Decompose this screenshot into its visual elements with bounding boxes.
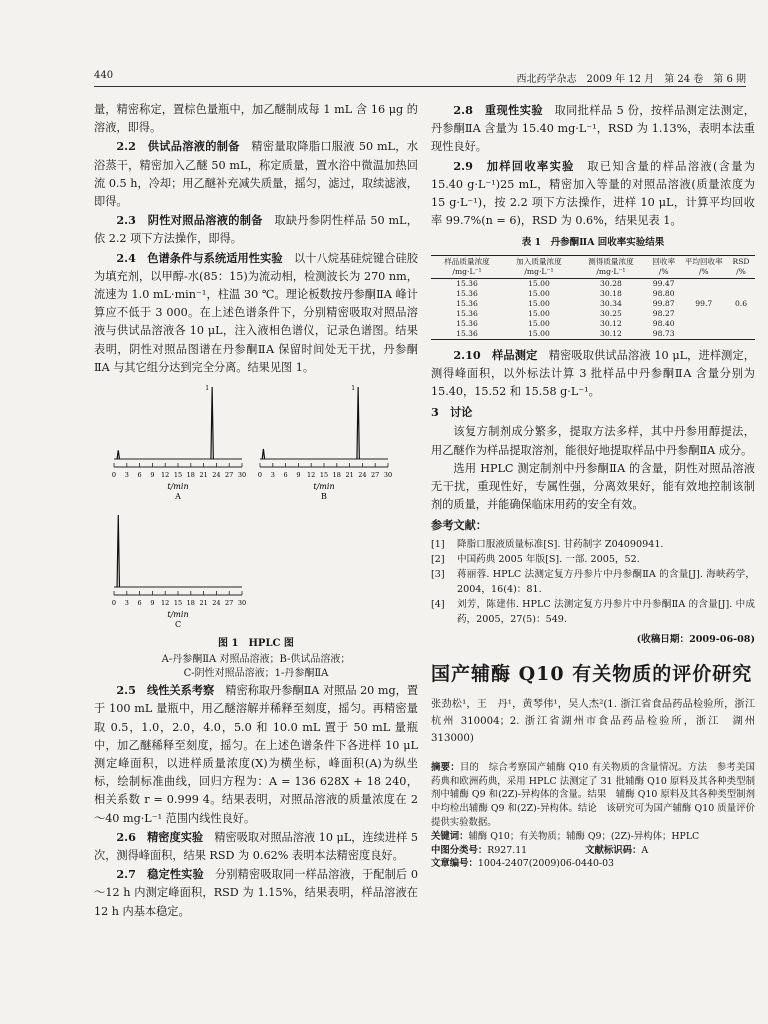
x-tick-label: 0	[111, 471, 117, 480]
peak	[211, 387, 213, 459]
x-tick-label: 30	[237, 471, 247, 480]
authors: 张劲松¹，王 丹¹，黄琴伟¹，吴人杰²(1. 浙江省食品药品检验所，浙江 杭州 310004；2. 浙江省湖州市食品药品检验所，浙江 湖州 313000)	[431, 698, 766, 744]
table-cell: 30.25	[600, 308, 622, 318]
classification	[431, 844, 755, 858]
x-tick-label: 30	[383, 471, 393, 480]
x-tick-label: 3	[124, 471, 129, 480]
table-cell	[727, 329, 755, 340]
reference-item	[431, 597, 755, 627]
article-number-label: 文章编号：	[431, 858, 478, 870]
doc-code-label: 文献标识码：	[585, 844, 642, 856]
reference-text: 蒋丽蓉. HPLC 法测定复方丹参片中丹参酮ⅡA 的含量[J]. 海峡药学，2004，16(4)：81.	[457, 568, 755, 595]
abstract-text: 目的 综合考察国产辅酶 Q10 有关物质的含量情况。方法 参考美国药典和欧洲药典，采用 HPLC 法测定了 31 批辅酶 Q10 原料及其各种类型制剂中辅酶 Q9 和(2Z)-异构体的含量。结果 辅酶 Q10 原料及其各种类型制剂中均检出辅酶 Q9 和(2Z)-异构体。结论 该研究可为国产辅酶 Q10 质量评价提供实验数据。	[431, 761, 755, 829]
received-date: (收稿日期：2009-06-08)	[636, 633, 755, 645]
x-tick-label: 24	[212, 471, 221, 480]
table-row	[431, 319, 755, 329]
table-cell	[727, 289, 755, 299]
keywords-label: 关键词：	[431, 830, 469, 842]
x-axis-label: t/min	[313, 482, 335, 492]
table-title: 表 1 丹参酮ⅡA 回收率实验结果	[521, 237, 665, 249]
table-cell: 99.7	[695, 298, 713, 308]
table-row	[431, 329, 755, 340]
article-number-value: 1004-2407(2009)06-0440-03	[477, 858, 615, 870]
paragraph: 量，精密称定，置棕色量瓶中，加乙醚制成每 1 mL 含 16 μg 的溶液，即得。	[94, 103, 418, 135]
table-cell: 30.12	[575, 329, 647, 340]
left-column	[94, 101, 418, 921]
chromatogram-c	[108, 509, 248, 633]
running-header	[94, 70, 746, 84]
table-cell: 15.00	[528, 278, 550, 288]
header-rule	[94, 86, 746, 87]
table-cell	[727, 278, 755, 289]
table-cell	[680, 289, 727, 299]
peak-label: 1	[205, 385, 210, 393]
section-body: 分别精密吸取同一样品溶液，于配制后 0～12 h 内测定峰面积，RSD 为 1.15%，结果表明，样品溶液在 12 h 内基本稳定。	[94, 868, 418, 918]
page-number: 440	[94, 70, 114, 81]
chromatogram-b	[254, 381, 394, 501]
section-heading: 2.8 重现性实验	[453, 103, 543, 117]
x-tick-label: 30	[237, 599, 247, 608]
peak	[262, 449, 264, 459]
figure-subcaption: C-阴性对照品溶液；1-丹参酮ⅡA	[183, 668, 329, 680]
section-heading: 2.3 阴性对照品溶液的制备	[116, 213, 263, 228]
table-cell: 15.00	[503, 329, 575, 340]
x-tick-label: 9	[150, 471, 155, 480]
reference-item	[431, 567, 755, 597]
keywords-text: 辅酶 Q10；有关物质；辅酶 Q9；(2Z)-异构体；HPLC	[468, 830, 700, 842]
x-tick-label: 27	[225, 471, 234, 480]
reference-text: 中国药典 2005 年版[S]. 一部. 2005，52.	[457, 553, 640, 565]
x-tick-label: 6	[283, 471, 288, 480]
table-row	[431, 299, 755, 309]
section-2-5	[94, 681, 418, 828]
x-tick-label: 6	[137, 599, 142, 608]
x-tick-label: 24	[358, 471, 367, 480]
x-tick-label: 15	[319, 471, 329, 480]
table-cell: 30.18	[600, 288, 622, 298]
figure-1	[94, 381, 418, 633]
table-cell: 15.36	[456, 298, 478, 308]
table-header-cell: 平均回收率 /%	[680, 255, 727, 278]
table-header-row	[431, 255, 755, 278]
discussion-paragraph: 选用 HPLC 测定制剂中丹参酮ⅡA 的含量，阴性对照品溶液无干扰，重现性好，专属性强，分离效果好，能有效地控制该制剂的质量，并能确保临床用药的安全有效。	[431, 461, 755, 512]
clc-label: 中图分类号：	[431, 844, 488, 856]
section-heading: 2.5 线性关系考察	[116, 683, 215, 698]
table-cell: 30.12	[600, 318, 622, 328]
x-tick-label: 18	[186, 599, 195, 608]
x-tick-label: 3	[270, 471, 275, 480]
table-body	[431, 278, 755, 339]
reference-text: 刘芳，陈建伟. HPLC 法测定复方丹参片中丹参酮ⅡA 的含量[J]. 中成药，2005，27(5)：549.	[457, 598, 755, 625]
peak-label: 1	[351, 385, 356, 393]
abstract	[431, 761, 755, 830]
peak	[117, 450, 119, 459]
table-cell: 98.73	[647, 329, 681, 340]
table-cell: 15.36	[456, 278, 478, 288]
x-tick-label: 27	[225, 599, 234, 608]
table-header-cell: RSD /%	[727, 255, 755, 278]
section-2-8	[431, 101, 755, 157]
panel-label: B	[321, 492, 327, 502]
table-cell: 15.36	[456, 308, 478, 318]
table-cell: 15.36	[456, 318, 478, 328]
table-cell	[727, 309, 755, 319]
x-tick-label: 21	[345, 471, 354, 480]
table-row	[431, 289, 755, 299]
x-tick-label: 24	[212, 599, 221, 608]
doc-code-value: A	[641, 844, 649, 856]
keywords	[431, 830, 755, 844]
section-2-6	[94, 828, 418, 865]
abstract-label: 摘要：	[431, 761, 460, 773]
reference-number: [1]	[431, 538, 445, 550]
x-tick-label: 15	[173, 471, 183, 480]
x-tick-label: 12	[161, 471, 170, 480]
figure-caption: 图 1 HPLC 图	[218, 638, 294, 650]
section-heading: 2.6 精密度实验	[116, 829, 204, 844]
table-cell	[680, 309, 727, 319]
table-cell	[680, 329, 727, 340]
section-body: 精密吸取对照品溶液 10 μL，连续进样 5 次，测得峰面积，结果 RSD 为 0.62% 表明本法精密度良好。	[94, 830, 418, 863]
section-body: 精密称取丹参酮ⅡA 对照品 20 mg，置于 100 mL 量瓶中，用乙醚溶解并稀释至刻度，摇匀。再精密量取 0.5，1.0，2.0，4.0，5.0 和 10.0 mL 置于 50 mL 量瓶中，加乙醚稀释至刻度，摇匀。在上述色谱条件下各进样 10 μL 测定峰面积，以进样质量浓度(X)为横坐标，峰面积(A)为纵坐标，绘制标准曲线，回归方程为：A = 136 628X + 18 240，相关系数 r = 0.999 4。结果表明，对照品溶液的质量浓度在 2～40 mg·L⁻¹ 范围内线性良好。	[94, 684, 419, 825]
table-cell: 15.36	[431, 329, 503, 340]
section-body: 取同批样品 5 份，按样品测定法测定，丹参酮ⅡA 含量为 15.40 mg·L⁻¹，RSD 为 1.13%，表明本法重现性良好。	[431, 104, 755, 154]
reference-number: [4]	[431, 598, 445, 610]
section-heading: 2.9 加样回收率实验	[453, 158, 575, 173]
x-tick-label: 0	[111, 599, 117, 608]
x-tick-label: 18	[332, 471, 341, 480]
x-axis-label: t/min	[167, 482, 189, 492]
section-2-10	[431, 346, 755, 402]
table-cell: 15.36	[456, 288, 478, 298]
x-tick-label: 21	[199, 599, 208, 608]
x-tick-label: 12	[161, 599, 170, 608]
x-tick-label: 9	[296, 471, 301, 480]
table-cell: 15.00	[528, 288, 550, 298]
x-tick-label: 9	[150, 599, 155, 608]
x-tick-label: 21	[199, 471, 208, 480]
x-tick-label: 12	[307, 471, 316, 480]
section-heading: 2.10 样品测定	[453, 347, 538, 362]
section-heading: 2.7 稳定性实验	[116, 867, 204, 882]
table-cell: 30.28	[600, 278, 622, 288]
table-row	[431, 278, 755, 289]
section-body: 取已知含量的样品溶液(含量为 15.40 g·L⁻¹)25 mL，精密加入等量的对照品溶液(质量浓度为 15 g·L⁻¹)，按 2.2 项下方法操作，进样 10 μL，计算平均回收率 99.7%(n = 6)，RSD 为 0.6%，结果见表 1。	[431, 159, 756, 228]
section-3-heading: 3 讨论	[431, 405, 473, 420]
x-tick-label: 15	[173, 599, 183, 608]
section-2-4	[94, 249, 418, 377]
chromatogram-a	[108, 381, 248, 501]
section-2-7	[94, 865, 418, 921]
table-header-cell: 样品质量浓度 /mg·L⁻¹	[431, 255, 503, 278]
x-tick-label: 6	[137, 471, 142, 480]
section-2-3	[94, 211, 418, 248]
section-heading: 2.2 供试品溶液的制备	[116, 139, 240, 154]
section-heading: 2.4 色谱条件与系统适用性实验	[116, 250, 283, 265]
peak	[117, 515, 119, 587]
section-body: 精密吸取供试品溶液 10 μL，进样测定，测得峰面积，以外标法计算 3 批样品中丹参酮ⅡA 含量分别为 15.40，15.52 和 15.58 g·L⁻¹。	[431, 348, 755, 399]
section-2-9	[431, 157, 755, 231]
table-row	[431, 309, 755, 319]
table-cell	[680, 319, 727, 329]
section-body: 取缺丹参阴性样品 50 mL，依 2.2 项下方法操作，即得。	[94, 214, 418, 246]
panel-label: A	[175, 492, 181, 502]
reference-item	[431, 537, 755, 552]
table-cell: 98.27	[652, 308, 675, 318]
x-tick-label: 18	[186, 471, 195, 480]
reference-item	[431, 552, 755, 567]
x-tick-label: 27	[371, 471, 380, 480]
references-heading: 参考文献：	[431, 518, 487, 533]
table-cell	[727, 319, 755, 329]
table-cell: 15.00	[528, 318, 550, 328]
reference-text: 降脂口服液质量标准[S]. 甘药制字 Z04090941.	[457, 538, 664, 550]
discussion-paragraph: 该复方制剂成分繁多，提取方法多样，其中丹参用醇提法，用乙醚作为样品提取溶剂，能很好地提取样品中丹参酮ⅡA 成分。	[431, 425, 755, 457]
table-cell: 15.00	[528, 298, 550, 308]
x-axis-label: t/min	[167, 610, 189, 620]
article-title: 国产辅酶 Q10 有关物质的评价研究	[431, 662, 753, 685]
table-cell: 99.87	[652, 298, 675, 308]
table-cell: 99.47	[652, 278, 675, 288]
table-header-cell: 回收率 /%	[647, 255, 681, 278]
article-number	[431, 857, 755, 871]
table-cell: 0.6	[734, 298, 748, 308]
peak	[357, 387, 359, 459]
table-cell	[680, 278, 727, 289]
right-column	[431, 101, 766, 871]
figure-subcaption: A-丹参酮ⅡA 对照品溶液；B-供试品溶液；	[161, 654, 351, 666]
reference-number: [3]	[431, 568, 445, 580]
table-cell: 15.00	[528, 308, 550, 318]
journal-info: 西北药学杂志 2009 年 12 月 第 24 卷 第 6 期	[516, 74, 746, 85]
section-body: 精密量取降脂口服液 50 mL，水浴蒸干，精密加入乙醚 50 mL，称定质量，置水浴中微温加热回流 0.5 h，冷却；用乙醚补充减失质量，摇匀，滤过，取续滤液，即得。	[94, 140, 419, 209]
reference-number: [2]	[431, 553, 445, 565]
table-cell: 98.40	[652, 318, 675, 328]
x-tick-label: 0	[257, 471, 263, 480]
panel-label: C	[174, 620, 182, 630]
section-body: 以十八烷基硅烷键合硅胶为填充剂，以甲醇-水(85：15)为流动相，检测波长为 270 nm，流速为 1.0 mL·min⁻¹，柱温 30 ℃。理论板数按丹参酮ⅡA 峰计算应不低于 3 000。在上述色谱条件下，分别精密吸取对照品溶液与供试品溶液各 10 μL，注入液相色谱仪，记录色谱图。结果表明，阴性对照品图谱在丹参酮ⅡA 保留时间处无干扰，丹参酮ⅡA 与其它组分达到完全分离。结果见图 1。	[94, 251, 418, 374]
table-cell: 98.80	[652, 288, 675, 298]
recovery-table	[431, 255, 755, 340]
table-header-cell: 加入质量浓度 /mg·L⁻¹	[503, 255, 575, 278]
clc-value: R927.11	[487, 844, 528, 856]
table-header-cell: 测得质量浓度 /mg·L⁻¹	[575, 255, 647, 278]
table-cell: 30.34	[600, 298, 622, 308]
reference-list	[431, 537, 755, 627]
x-tick-label: 3	[124, 599, 129, 608]
section-2-2	[94, 137, 418, 211]
